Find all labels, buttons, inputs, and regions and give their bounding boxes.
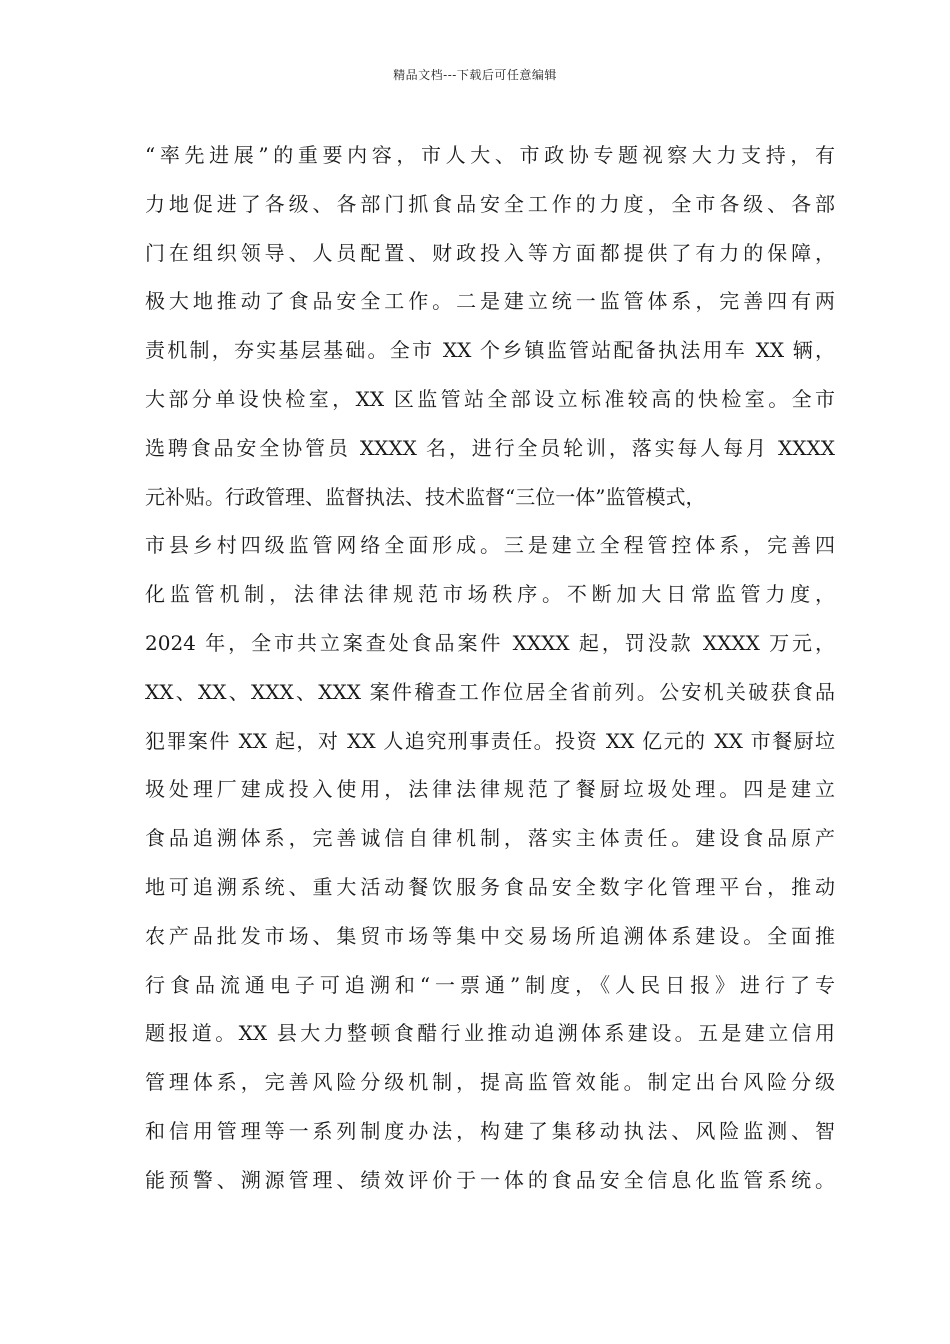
text-line: 2024 年，全市共立案查处食品案件 XXXX 起，罚没款 XXXX 万元， [145, 630, 835, 655]
text-line: 行食品流通电子可追溯和“一票通”制度，《人民日报》进行了专 [145, 972, 835, 997]
body-text [145, 131, 835, 1205]
text-line: 犯罪案件 XX 起，对 XX 人追究刑事责任。投资 XX 亿元的 XX 市餐厨垃 [145, 728, 835, 753]
text-line: 极大地推动了食品安全工作。二是建立统一监管体系，完善四有两 [145, 289, 835, 314]
text-line: 责机制，夯实基层基础。全市 XX 个乡镇监管站配备执法用车 XX 辆， [145, 338, 835, 363]
text-line: 和信用管理等一系列制度办法，构建了集移动执法、风险监测、智 [145, 1118, 835, 1143]
text-line: 市县乡村四级监管网络全面形成。三是建立全程管控体系，完善四 [145, 533, 835, 558]
text-line: 农产品批发市场、集贸市场等集中交易场所追溯体系建设。全面推 [145, 923, 835, 948]
text-line: 力地促进了各级、各部门抓食品安全工作的力度，全市各级、各部 [145, 191, 835, 216]
text-line: “率先进展”的重要内容，市人大、市政协专题视察大力支持，有 [145, 143, 835, 167]
text-line: 选聘食品安全协管员 XXXX 名，进行全员轮训，落实每人每月 XXXX [145, 435, 835, 460]
text-line: 元补贴。行政管理、监督执法、技术监督“三位一体”监管模式， [145, 484, 706, 509]
text-line: 管理体系，完善风险分级机制，提高监管效能。制定出台风险分级 [145, 1070, 835, 1095]
text-line: 门在组织领导、人员配置、财政投入等方面都提供了有力的保障， [145, 240, 835, 265]
text-line: 化监管机制，法律法律规范市场秩序。不断加大日常监管力度， [145, 582, 835, 607]
text-line: 大部分单设快检室，XX 区监管站全部设立标准较高的快检室。全市 [145, 386, 835, 411]
page-header: 精品文档---下载后可任意编辑 [393, 68, 557, 82]
text-line: XX、XX、XXX、XXX 案件稽查工作位居全省前列。公安机关破获食品 [145, 679, 835, 704]
text-line: 题报道。XX 县大力整顿食醋行业推动追溯体系建设。五是建立信用 [145, 1021, 835, 1046]
text-line: 地可追溯系统、重大活动餐饮服务食品安全数字化管理平台，推动 [145, 874, 835, 899]
text-line: 食品追溯体系，完善诚信自律机制，落实主体责任。建设食品原产 [145, 826, 835, 851]
text-line: 圾处理厂建成投入使用，法律法律规范了餐厨垃圾处理。四是建立 [145, 777, 835, 802]
text-line: 能预警、溯源管理、绩效评价于一体的食品安全信息化监管系统。 [145, 1167, 835, 1192]
